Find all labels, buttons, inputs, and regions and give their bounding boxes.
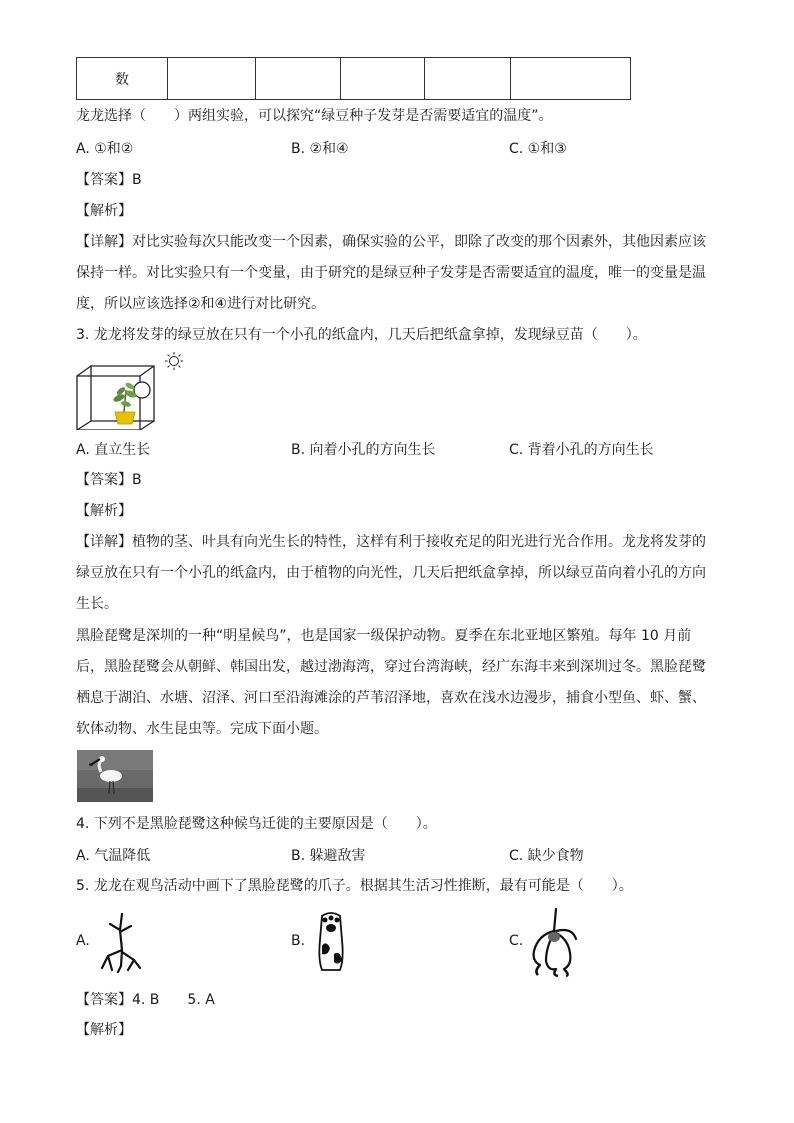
detail-text: 对比实验每次只能改变一个因素，确保实验的公平，即除了改变的那个因素外，其他因素应该 bbox=[132, 234, 706, 250]
q5-analysis-label: 【解析】 bbox=[76, 1022, 132, 1038]
q3-stem: 3. 龙龙将发芽的绿豆放在只有一个小孔的纸盒内，几天后把纸盒拿掉，发现绿豆苗（ ）。 bbox=[76, 327, 647, 343]
passage-line: 黑脸琵鹭是深圳的一种“明星候鸟”，也是国家一级保护动物。夏季在东北亚地区繁殖。每年 10 月前 bbox=[76, 628, 692, 644]
q3-detail-line: 生长。 bbox=[76, 596, 118, 612]
q5-option-b: B. bbox=[291, 933, 306, 949]
q3-answer bbox=[76, 470, 142, 490]
paper-box-plant-figure bbox=[74, 350, 194, 430]
q3-option-b: B. 向着小孔的方向生长 bbox=[291, 442, 436, 458]
talon-claw-drawing bbox=[526, 905, 580, 977]
table-cell bbox=[341, 58, 425, 100]
q2-stem: 龙龙选择（ ）两组实验，可以探究“绿豆种子发芽是否需要适宜的温度”。 bbox=[76, 108, 553, 124]
q4-option-a: A. 气温降低 bbox=[76, 848, 151, 864]
q3-option-a: A. 直立生长 bbox=[76, 442, 151, 458]
q3-analysis-label: 【解析】 bbox=[76, 503, 132, 519]
passage-line: 后，黑脸琵鹭会从朝鲜、韩国出发，越过渤海湾，穿过台湾海峡，经广东海丰来到深圳过冬。黑脸琵鹭 bbox=[76, 659, 706, 675]
q4-option-b: B. 躲避敌害 bbox=[291, 848, 366, 864]
q2-detail-line bbox=[76, 232, 706, 252]
table-cell bbox=[511, 58, 631, 100]
q2-option-c: C. ①和③ bbox=[509, 141, 567, 157]
long-toed-claw-drawing bbox=[98, 910, 144, 974]
table-cell bbox=[425, 58, 511, 100]
data-table-fragment bbox=[76, 57, 631, 100]
table-cell: 数 bbox=[77, 58, 168, 100]
q2-analysis-label: 【解析】 bbox=[76, 203, 132, 219]
answer-value: B bbox=[132, 472, 142, 488]
paw-drawing bbox=[316, 910, 346, 972]
q5-stem: 5. 龙龙在观鸟活动中画下了黑脸琵鹭的爪子。根据其生活习性推断，最有可能是（ ）。 bbox=[76, 878, 633, 894]
plant-icon bbox=[112, 381, 137, 424]
q4-stem: 4. 下列不是黑脸琵鹭这种候鸟迁徙的主要原因是（ ）。 bbox=[76, 816, 437, 832]
answer-label: 【答案】 bbox=[76, 992, 132, 1008]
q2-detail-line: 度，所以应该选择②和④进行对比研究。 bbox=[76, 296, 326, 312]
q3-option-c: C. 背着小孔的方向生长 bbox=[509, 442, 654, 458]
sun-icon bbox=[165, 352, 183, 370]
detail-text: 植物的茎、叶具有向光生长的特性，这样有利于接收充足的阳光进行光合作用。龙龙将发芽的 bbox=[132, 534, 706, 550]
q2-detail-line: 保持一样。对比实验只有一个变量，由于研究的是绿豆种子发芽是否需要适宜的温度，唯一的变量是温 bbox=[76, 265, 706, 281]
q5-option-a: A. bbox=[76, 933, 90, 949]
passage-line: 栖息于湖泊、水塘、沼泽、河口至沿海滩涂的芦苇沼泽地，喜欢在浅水边漫步，捕食小型鱼、虾、蟹、 bbox=[76, 690, 706, 706]
detail-label: 【详解】 bbox=[76, 534, 132, 550]
answer-value: 4. B 5. A bbox=[132, 992, 215, 1008]
q5-option-c: C. bbox=[509, 933, 524, 949]
passage-line: 软体动物、水生昆虫等。完成下面小题。 bbox=[76, 721, 328, 737]
table-cell bbox=[256, 58, 341, 100]
q4-option-c: C. 缺少食物 bbox=[509, 848, 584, 864]
answer-value: B bbox=[132, 172, 142, 188]
q2-option-a: A. ①和② bbox=[76, 141, 134, 157]
q5-answer bbox=[76, 990, 215, 1010]
table-cell bbox=[168, 58, 256, 100]
q2-answer bbox=[76, 170, 142, 190]
answer-label: 【答案】 bbox=[76, 472, 132, 488]
q3-detail-line: 绿豆放在只有一个小孔的纸盒内，由于植物的向光性，几天后把纸盒拿掉，所以绿豆苗向着小孔的方向 bbox=[76, 565, 706, 581]
black-faced-spoonbill-photo bbox=[77, 750, 153, 802]
q3-detail-line bbox=[76, 532, 706, 552]
answer-label: 【答案】 bbox=[76, 172, 132, 188]
q2-option-b: B. ②和④ bbox=[291, 141, 349, 157]
detail-label: 【详解】 bbox=[76, 234, 132, 250]
